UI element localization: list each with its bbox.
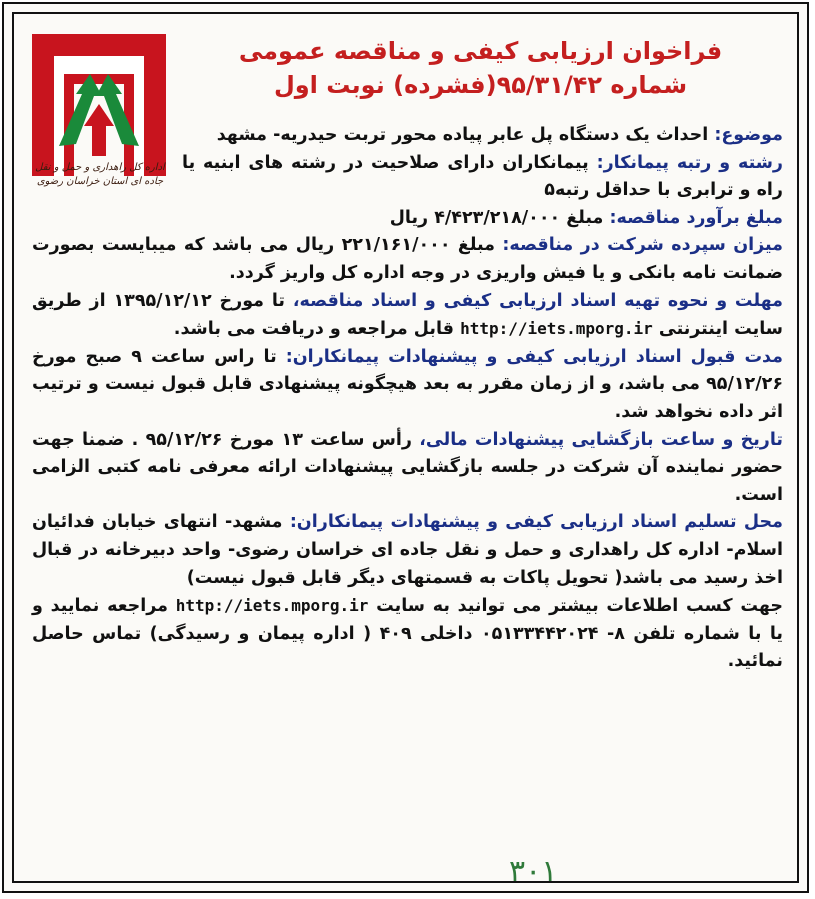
- logo-caption: اداره کل راهداری و حمل و نقل جاده ای استان خراسان رضوی: [35, 162, 165, 187]
- rank-text: پیمانکاران دارای صلاحیت در رشته های ابنیه یا راه و ترابری با حداقل رتبه۵: [182, 152, 783, 201]
- info-paragraph: [32, 592, 783, 676]
- notice-frame: [2, 2, 809, 893]
- handwritten-annotation: ۳۰۱: [509, 854, 558, 889]
- estimate-text: مبلغ ۴/۴۲۳/۲۱۸/۰۰۰ ریال: [389, 207, 604, 228]
- docs-paragraph: [32, 288, 783, 344]
- info-url-link[interactable]: http://iets.mporg.ir: [175, 596, 369, 616]
- opening-paragraph: [32, 427, 783, 510]
- deposit-label: میزان سپرده شرکت در مناقصه:: [502, 235, 784, 256]
- subject-text: احداث یک دستگاه پل عابر پیاده محور تربت حیدریه- مشهد: [216, 125, 709, 145]
- title-line-1: فراخوان ارزیابی کیفی و مناقصه عمومی: [238, 37, 723, 65]
- delivery-paragraph: [32, 509, 783, 592]
- acceptance-paragraph: [32, 344, 783, 427]
- docs-url-link[interactable]: http://iets.mporg.ir: [460, 319, 653, 339]
- delivery-label: محل تسلیم اسناد ارزیابی کیفی و پیشنهادات پیمانکاران:: [289, 512, 783, 533]
- docs-label: مهلت و نحوه تهیه اسناد ارزیابی کیفی و اسناد مناقصه،: [292, 290, 783, 311]
- estimate-label: مبلغ برآورد مناقصه:: [609, 207, 783, 228]
- delivery-text: مشهد- انتهای خیابان فدائیان اسلام- اداره کل راهداری و حمل و نقل جاده ای خراسان رضوی- واحد دبیرخانه در قبال اخذ رسید می باشد( تحویل پاکات به قسمتهای دیگر قابل قبول نیست): [32, 512, 783, 588]
- title-line-2: شماره ۹۵/۳۱/۴۲(فشرده) نوبت اول: [273, 71, 688, 99]
- estimate-paragraph: [32, 205, 783, 233]
- rank-paragraph: [32, 150, 783, 205]
- subject-label: موضوع:: [714, 125, 783, 145]
- acceptance-text: تا راس ساعت ۹ صبح مورخ ۹۵/۱۲/۲۶ می باشد، و از زمان مقرر به بعد هیچگونه پیشنهادی قابل قبول نیست و ترتیب اثر داده نخواهد شد.: [32, 346, 783, 422]
- acceptance-label: مدت قبول اسناد ارزیابی کیفی و پیشنهادات پیمانکاران:: [285, 346, 783, 367]
- subject-paragraph: [32, 122, 783, 150]
- docs-text-before-url: تا مورخ ۱۳۹۵/۱۲/۱۲ از طریق سایت اینترنتی: [32, 290, 783, 340]
- notice-body: [32, 122, 783, 676]
- deposit-text: مبلغ ۲۲۱/۱۶۱/۰۰۰ ریال می باشد که میبایست بصورت ضمانت نامه بانکی و یا فیش واریزی در وجه اداره کل واریز گردد.: [32, 235, 783, 283]
- opening-label: تاریخ و ساعت بازگشایی پیشنهادات مالی،: [419, 429, 784, 450]
- rank-label: رشته و رتبه پیمانکار:: [596, 152, 784, 173]
- opening-text: رأس ساعت ۱۳ مورخ ۹۵/۱۲/۲۶ . ضمنا جهت حضور نماینده آن شرکت در جلسه بازگشایی پیشنهادات ارائه معرفی نامه کتبی الزامی است.: [32, 429, 783, 505]
- notice-title: [184, 34, 777, 102]
- info-text-after-url: مراجعه نمایید و یا با شماره تلفن ۸- ۰۵۱۳۳۴۴۲۰۲۴ داخلی ۴۰۹ ( اداره پیمان و رسیدگی) تماس حاصل نمائید.: [32, 596, 783, 672]
- docs-text-after-url: قابل مراجعه و دریافت می باشد.: [173, 319, 455, 340]
- deposit-paragraph: [32, 232, 783, 287]
- info-text-before-url: جهت کسب اطلاعات بیشتر می توانید به سایت: [376, 596, 784, 617]
